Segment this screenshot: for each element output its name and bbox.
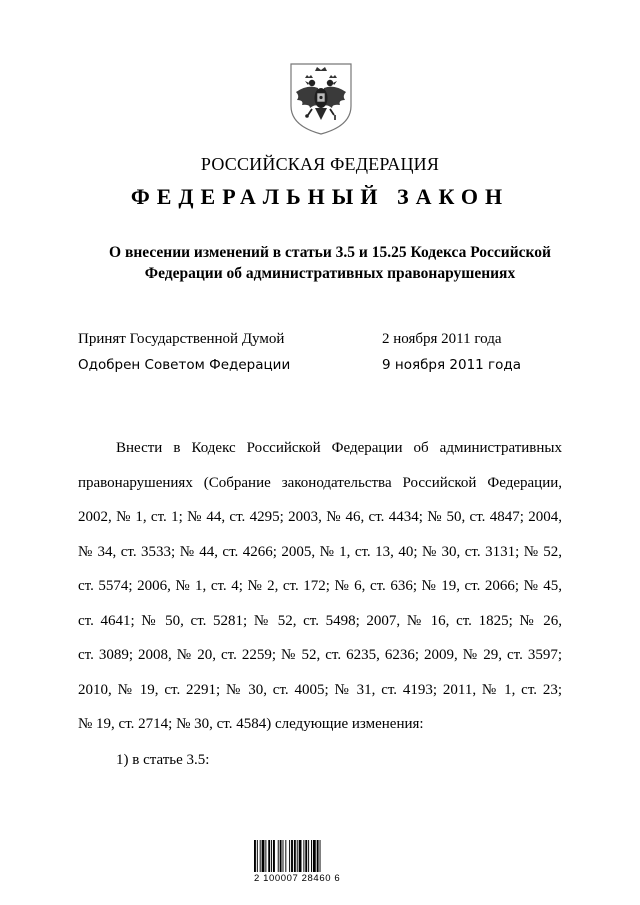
coat-of-arms-icon xyxy=(288,62,354,136)
council-date: 9 ноября 2011 года xyxy=(382,357,522,373)
body-line: ст. 4641; № 50, ст. 5281; № 52, ст. 5498; 2007, № 16, ст. 1825; № 26, xyxy=(78,612,562,629)
amendment-item-1: 1) в статье 3.5: xyxy=(116,752,210,768)
body-line: Внести в Кодекс Российской Федерации об административных xyxy=(116,440,562,456)
body-line: ст. 3089; 2008, № 20, ст. 2259; № 52, ст. 6235, 6236; 2009, № 29, ст. 3597; xyxy=(78,647,562,663)
body-line: № 34, ст. 3533; № 44, ст. 4266; 2005, № 1, ст. 13, 40; № 30, ст. 3131; № 52, xyxy=(78,543,562,560)
adoption-duma-row xyxy=(78,331,578,353)
duma-label: Принят Государственной Думой xyxy=(78,331,285,347)
law-subject xyxy=(80,242,580,284)
barcode-number: 2 100007 28460 6 xyxy=(254,873,341,884)
barcode-icon xyxy=(254,840,344,872)
body-line: № 19, ст. 2714; № 30, ст. 4584) следующие изменения: xyxy=(78,716,424,732)
duma-date: 2 ноября 2011 года xyxy=(382,331,502,347)
body-line: 2002, № 1, ст. 1; № 44, ст. 4295; 2003, № 46, ст. 4434; № 50, ст. 4847; 2004, xyxy=(78,509,562,525)
country-heading: РОССИЙСКАЯ ФЕДЕРАЦИЯ xyxy=(200,154,440,174)
document-type-heading: ФЕДЕРАЛЬНЫЙ ЗАКОН xyxy=(130,184,510,209)
law-subject-line-2: Федерации об административных правонарушениях xyxy=(144,265,516,282)
body-line: 2010, № 19, ст. 2291; № 30, ст. 4005; № 31, ст. 4193; 2011, № 1, ст. 23; xyxy=(78,681,562,698)
barcode-block xyxy=(254,840,344,884)
law-subject-line-1: О внесении изменений в статьи 3.5 и 15.25 Кодекса Российской xyxy=(109,244,551,261)
body-line: правонарушениях (Собрание законодательства Российской Федерации, xyxy=(78,474,562,491)
body-paragraph xyxy=(78,438,562,749)
council-label: Одобрен Советом Федерации xyxy=(78,357,291,373)
body-line: ст. 5574; 2006, № 1, ст. 4; № 2, ст. 172; № 6, ст. 636; № 19, ст. 2066; № 45, xyxy=(78,578,562,594)
adoption-council-row xyxy=(78,357,578,379)
